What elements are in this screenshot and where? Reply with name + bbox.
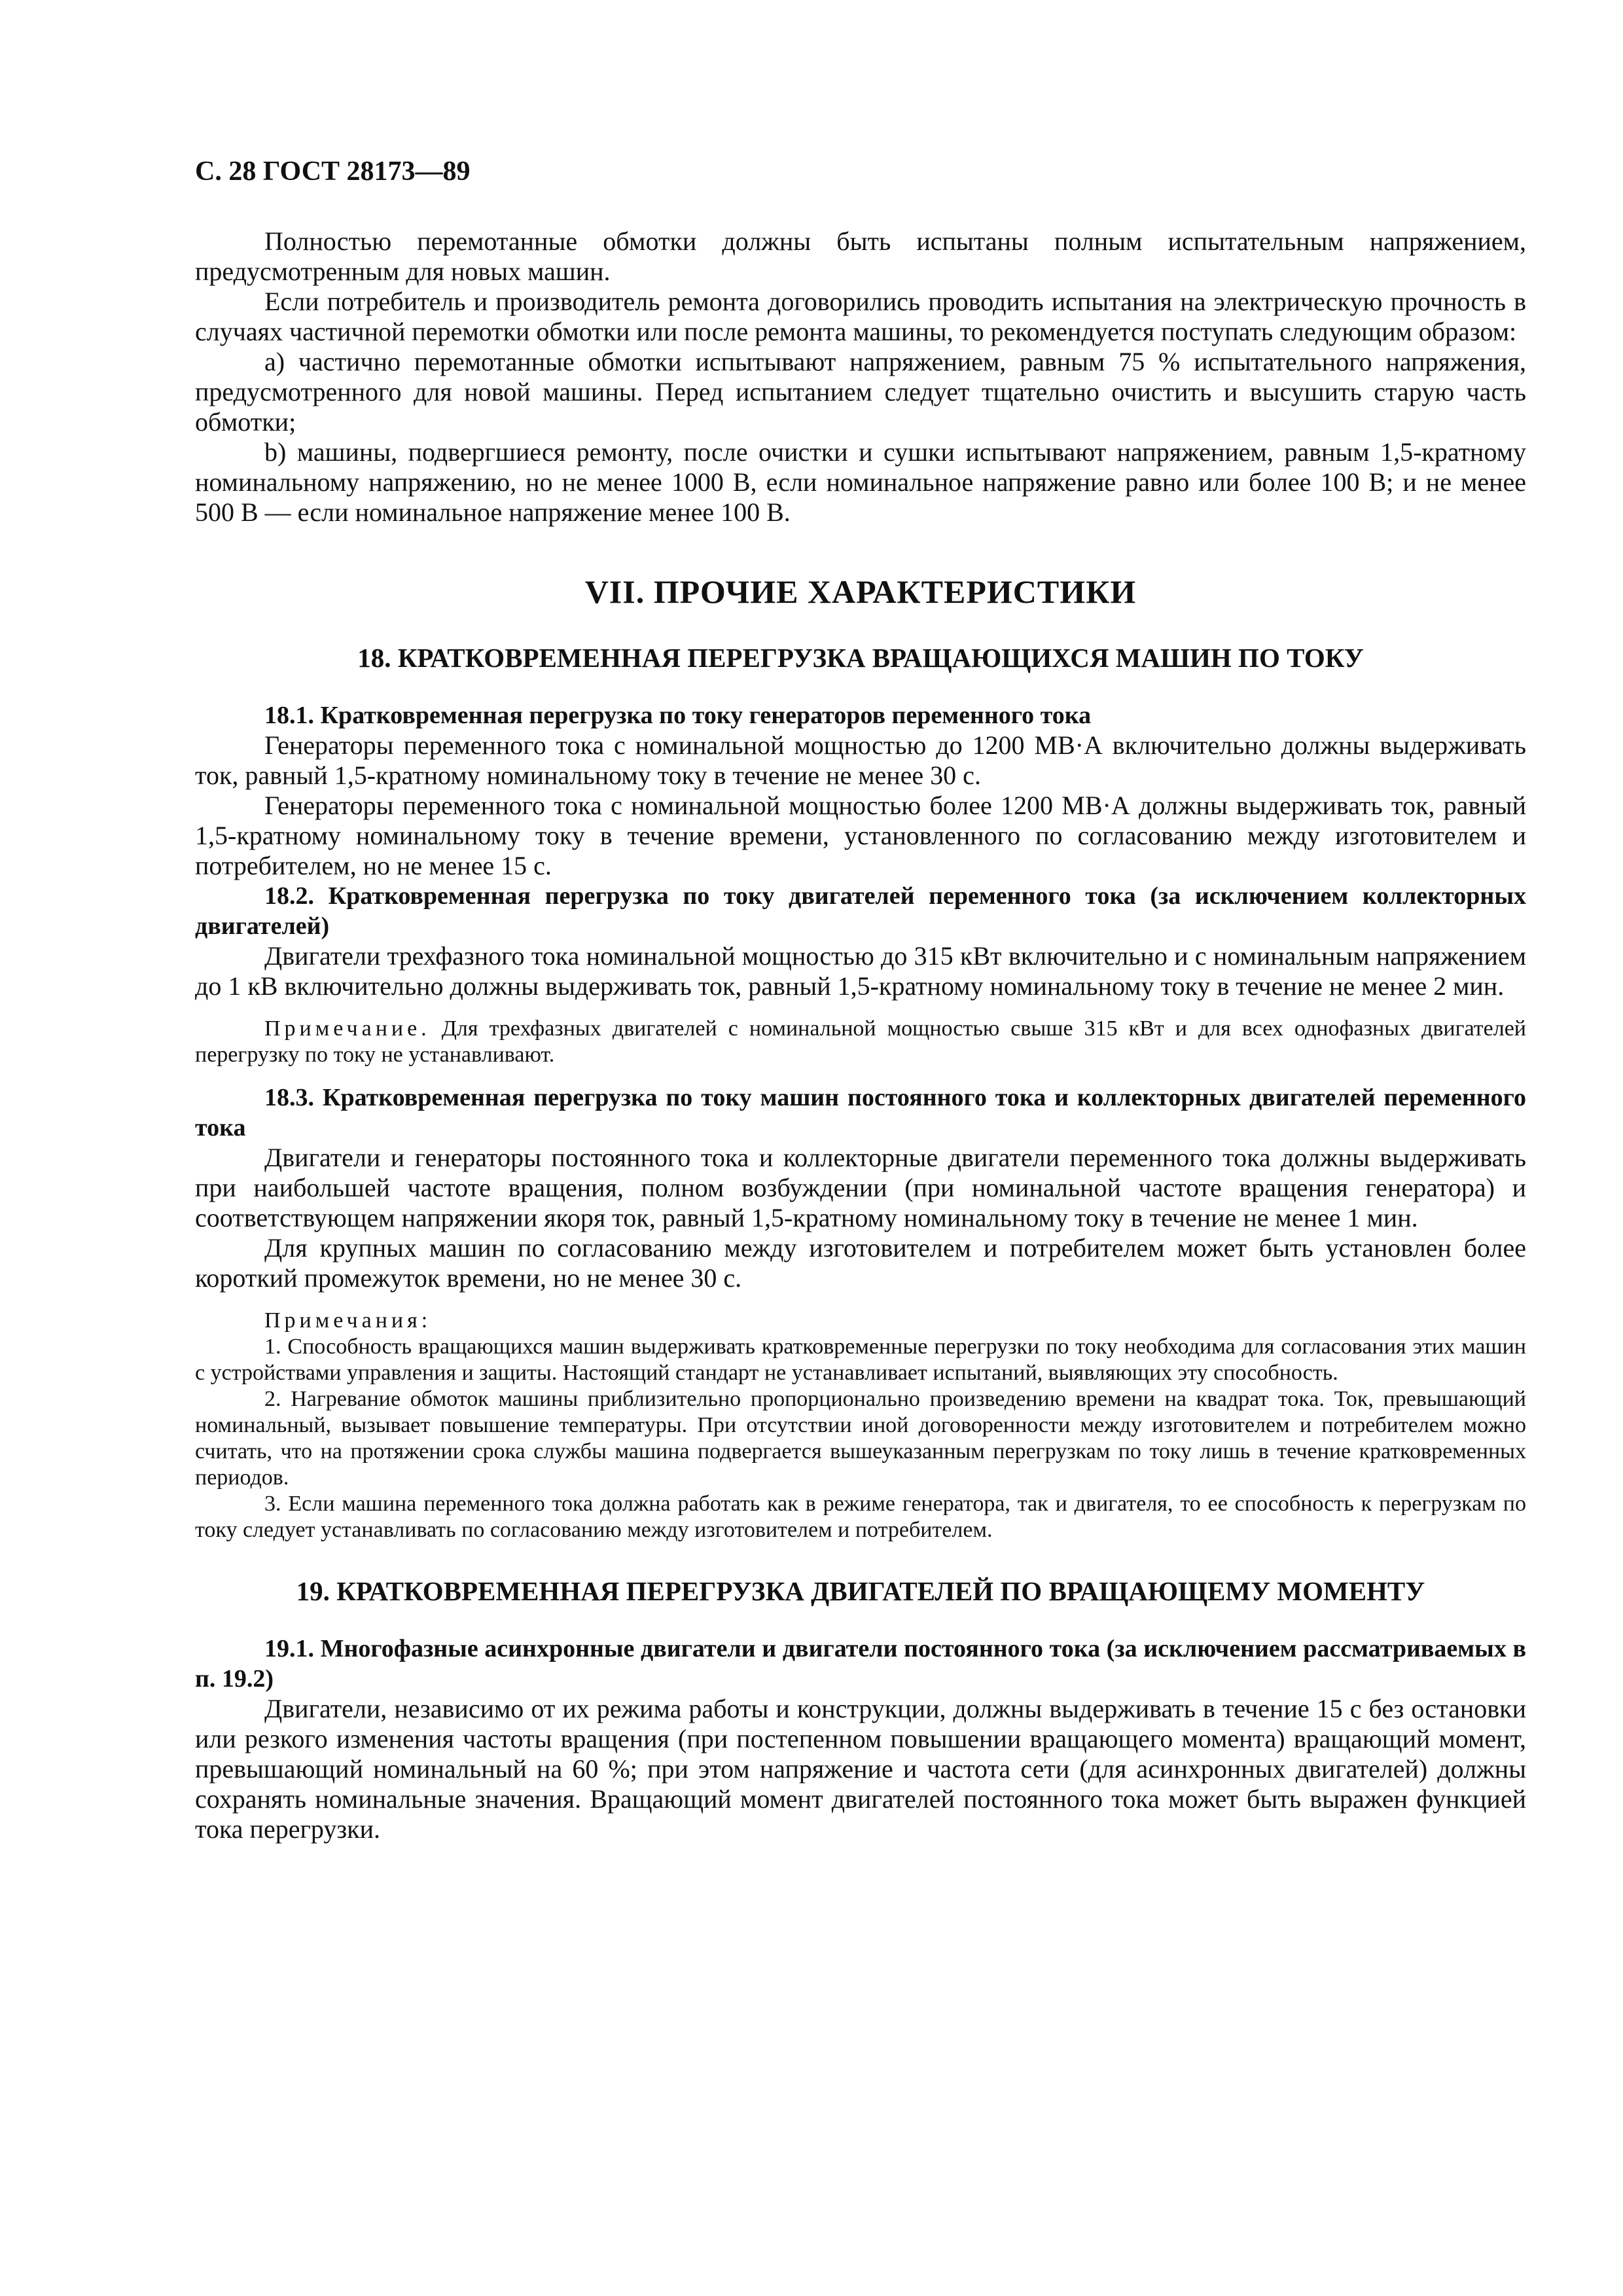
note-2: 2. Нагревание обмоток машины приблизительно пропорционально произведению времени на квадрат тока. Ток, превышающий номинальный, вызывает повышение температуры. При отсутствии иной договоренности между изготовителем и потребителем можно считать, что на протяжении срока службы машина подвергается вышеуказанным перегрузкам по току лишь в течение кратковременных периодов. [195, 1387, 1526, 1490]
intro-paragraph-1: Полностью перемотанные обмотки должны быть испытаны полным испытательным напряжением, предусмотренным для новых машин. [195, 226, 1526, 286]
section-18-title: 18. КРАТКОВРЕМЕННАЯ ПЕРЕГРУЗКА ВРАЩАЮЩИХСЯ МАШИН ПО ТОКУ [357, 643, 1364, 673]
subsection-18-1-paragraph-2: Генераторы переменного тока с номинальной мощностью более 1200 МВ·А должны выдерживать ток, равный 1,5-кратному номинальному току в течение времени, установленного по согласованию между изготовителем и потребителем, но не менее 15 с. [195, 791, 1526, 880]
subsection-18-1-paragraph-1: Генераторы переменного тока с номинальной мощностью до 1200 МВ·А включительно должны выдерживать ток, равный 1,5-кратному номинальному току в течение не менее 30 с. [195, 730, 1526, 790]
note-1: 1. Способность вращающихся машин выдерживать кратковременные перегрузки по току необходима для согласования этих машин с устройствами управления и защиты. Настоящий стандарт не устанавливает испытаний, выявляющих эту способность. [195, 1335, 1526, 1385]
intro-item-b: b) машины, подвергшиеся ремонту, после очистки и сушки испытывают напряжением, равным 1,5-кратному номинальному напряжению, но не менее 1000 В, если номинальное напряжение равно или более 100 В; и не менее 500 В — если номинальное напряжение менее 100 В. [195, 437, 1526, 527]
subsection-18-2-note [195, 1016, 1526, 1068]
section-19-title: 19. КРАТКОВРЕМЕННАЯ ПЕРЕГРУЗКА ДВИГАТЕЛЕЙ ПО ВРАЩАЮЩЕМУ МОМЕНТУ [296, 1576, 1425, 1606]
subsection-19-1-paragraph-1: Двигатели, независимо от их режима работы и конструкции, должны выдерживать в течение 15 с без остановки или резкого изменения частоты вращения (при постепенном повышении вращающего момента) вращающий момент, превышающий номинальный на 60 %; при этом напряжение и частота сети (для асинхронных двигателей) должны сохранять номинальные значения. Вращающий момент двигателей постоянного тока может быть выражен функцией тока перегрузки. [195, 1694, 1526, 1844]
subsection-18-3-title: 18.3. Кратковременная перегрузка по току машин постоянного тока и коллекторных двигателей переменного тока [195, 1084, 1526, 1141]
notes-label: Примечания: [264, 1308, 432, 1333]
chapter-title: VII. ПРОЧИЕ ХАРАКТЕРИСТИКИ [584, 573, 1137, 610]
note-text: Для трехфазных двигателей с номинальной мощностью свыше 315 кВт и для всех однофазных двигателей перегрузку по току не устанавливают. [195, 1016, 1526, 1067]
intro-paragraph-2: Если потребитель и производитель ремонта договорились проводить испытания на электрическую прочность в случаях частичной перемотки обмотки или после ремонта машины, то рекомендуется поступать следующим образом: [195, 287, 1526, 346]
page-header: С. 28 ГОСТ 28173—89 [195, 156, 471, 187]
note-label: Примечание. [264, 1016, 431, 1041]
subsection-19-1-title: 19.1. Многофазные асинхронные двигатели и двигатели постоянного тока (за исключением рассматриваемых в п. 19.2) [195, 1635, 1526, 1693]
note-3: 3. Если машина переменного тока должна работать как в режиме генератора, так и двигателя, то ее способность к перегрузкам по току следует устанавливать по согласованию между изготовителем и потребителем. [195, 1492, 1526, 1542]
subsection-18-2-paragraph-1: Двигатели трехфазного тока номинальной мощностью до 315 кВт включительно и с номинальным напряжением до 1 кВ включительно должны выдерживать ток, равный 1,5-кратному номинальному току в течение не менее 2 мин. [195, 941, 1526, 1001]
subsection-18-3-paragraph-2: Для крупных машин по согласованию между изготовителем и потребителем может быть установлен более короткий промежуток времени, но не менее 30 с. [195, 1233, 1526, 1293]
subsection-18-1-title: 18.1. Кратковременная перегрузка по току генераторов переменного тока [264, 702, 1092, 729]
subsection-18-3-paragraph-1: Двигатели и генераторы постоянного тока и коллекторные двигатели переменного тока должны выдерживать при наибольшей частоте вращения, полном возбуждении (при номинальной частоте вращения генератора) и соответствующем напряжении якоря ток, равный 1,5-кратному номинальному току в течение не менее 1 мин. [195, 1143, 1526, 1232]
intro-item-a: а) частично перемотанные обмотки испытывают напряжением, равным 75 % испытательного напряжения, предусмотренного для новой машины. Перед испытанием следует тщательно очистить и высушить старую часть обмотки; [195, 347, 1526, 437]
page-content [195, 154, 1526, 1844]
subsection-18-2-title: 18.2. Кратковременная перегрузка по току двигателей переменного тока (за исключением коллекторных двигателей) [195, 882, 1526, 940]
